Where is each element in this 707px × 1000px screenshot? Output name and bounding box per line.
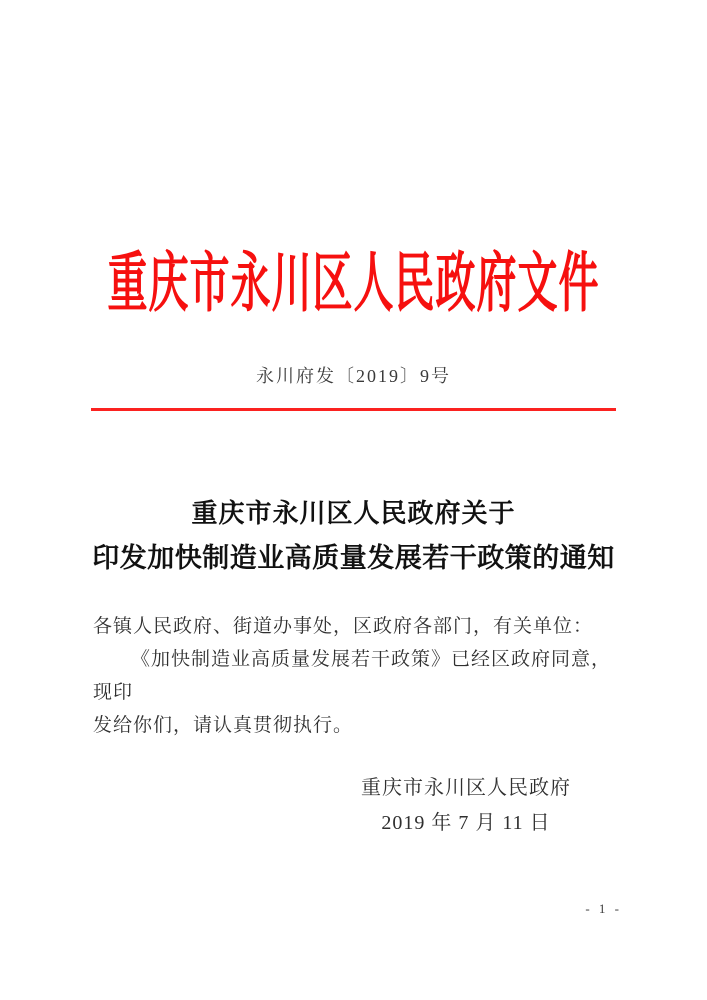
signature-issuer: 重庆市永川区人民政府: [361, 777, 571, 799]
document-title-line2: 印发加快制造业高质量发展若干政策的通知: [92, 543, 615, 573]
masthead-red-header: 重庆市永川区人民政府文件: [107, 246, 600, 320]
body-paragraph-line1: 《加快制造业高质量发展若干政策》已经区政府同意，现印: [93, 649, 612, 703]
signature-date: 2019 年 7 月 11 日: [381, 812, 551, 834]
page-number: - 1 -: [585, 901, 622, 916]
document-body: [93, 610, 615, 742]
document-title: [0, 491, 707, 581]
document-title-line1: 重庆市永川区人民政府关于: [191, 498, 516, 528]
document-reference-number: 永川府发〔2019〕9号: [256, 366, 451, 386]
body-salutation: 各镇人民政府、街道办事处，区政府各部门，有关单位：: [93, 616, 594, 637]
red-divider-rule: [91, 408, 616, 411]
body-paragraph-line2: 发给你们，请认真贯彻执行。: [93, 715, 354, 736]
